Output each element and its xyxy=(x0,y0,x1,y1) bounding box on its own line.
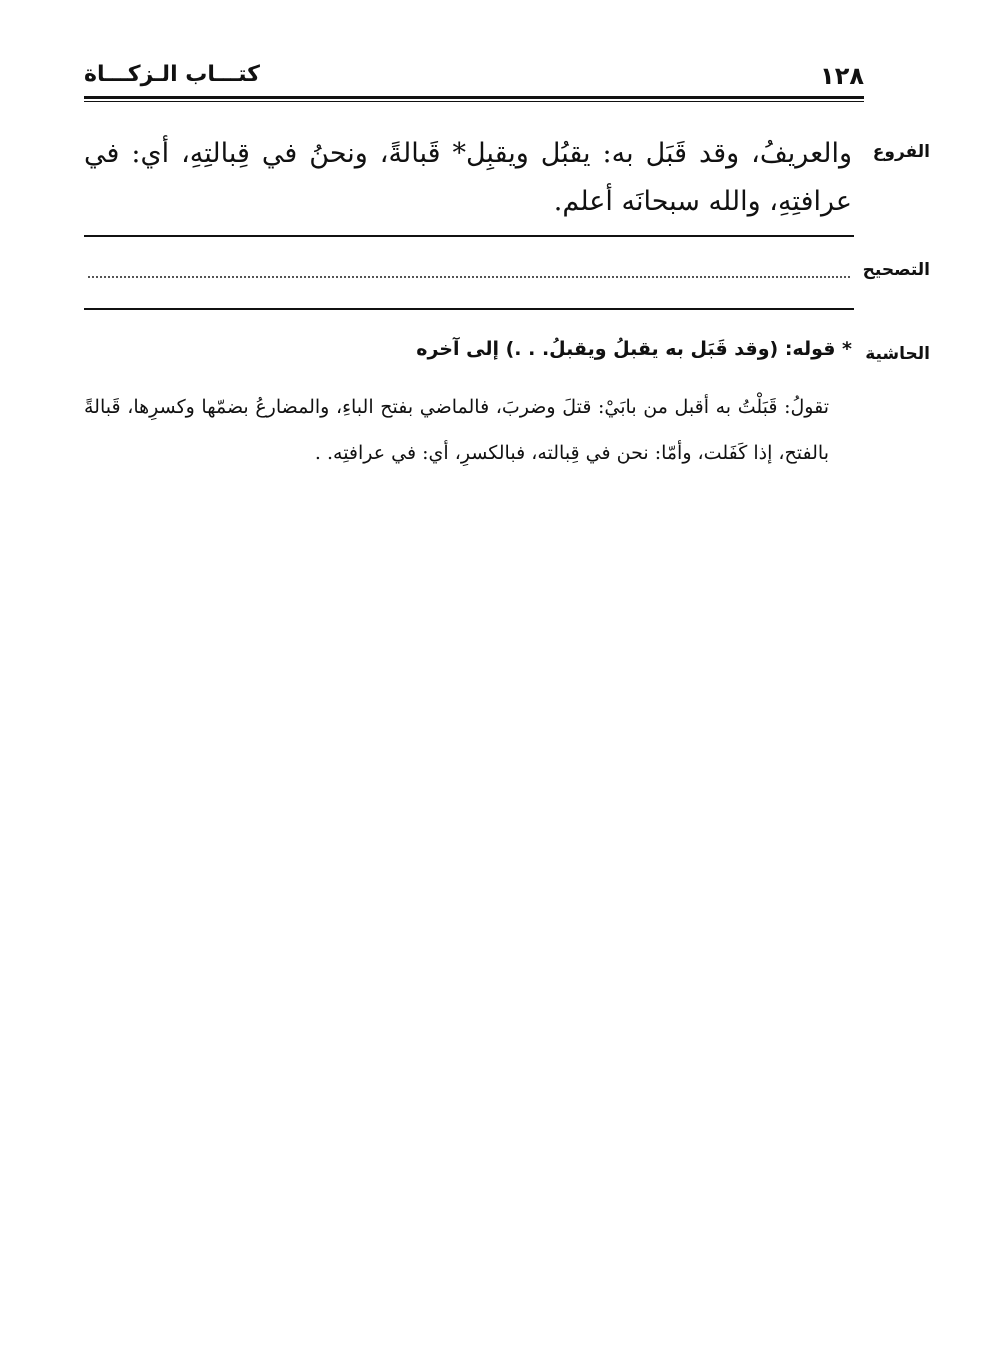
book-title: كتـــاب الـزكـــاة xyxy=(84,62,260,87)
page-number: ١٢٨ xyxy=(820,62,864,90)
page-header xyxy=(84,58,864,94)
header-rule xyxy=(84,96,864,99)
main-text: والعريفُ، وقد قَبَل به: يقبُل ويقبِل* قَبالةً، ونحنُ في قِبالتِهِ، أي: في عرافتِهِ، والله سبحانَه أعلم. xyxy=(84,138,852,217)
label-tashih: التصحيح xyxy=(862,260,930,280)
header-rule-thin xyxy=(84,101,864,102)
label-furu: الفروع xyxy=(872,142,930,162)
correction-dotted-line xyxy=(88,276,850,278)
divider-rule-2 xyxy=(84,308,854,310)
label-hashiya: الحاشية xyxy=(865,344,930,364)
footnote-heading: * قوله: (وقد قَبَل به يقبلُ ويقبلُ. . .) إلى آخره xyxy=(416,338,852,360)
divider-rule xyxy=(84,235,854,237)
footnote-text: تقولُ: قَبَلْتُ به أقبل من بابَيْ: قتلَ وضربَ، فالماضي بفتح الباءِ، والمضارعُ بضمّها وكسرِها، قَبالةً بالفتح، إذا كَفَلت، وأمّا: نحن في قِبالته، فبالكسرِ، أي: في عرافتِه. . xyxy=(84,396,829,464)
